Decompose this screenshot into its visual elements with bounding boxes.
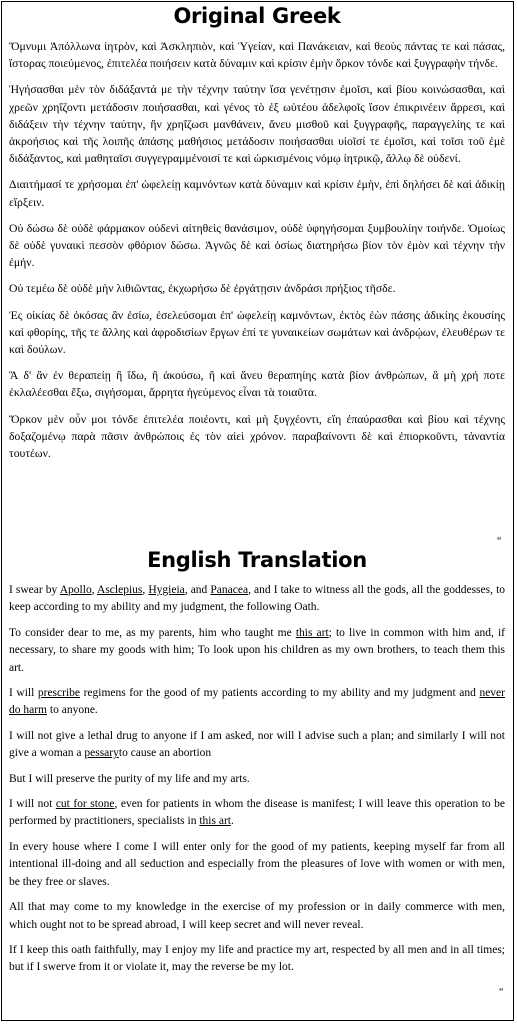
link-apollo[interactable]: Apollo [59,584,92,596]
link-pessary[interactable]: pessary [84,747,119,760]
link-panacea[interactable]: Panacea [210,584,249,596]
link-never-do-harm[interactable]: never do harm [9,687,505,717]
greek-paragraph-1: Ὄμνυμι Ἀπόλλωνα ἰητρὸν, καὶ Ἀσκληπιὸν, καὶ Ὑγείαν, καὶ Πανάκειαν, καὶ θεοὺς πάντας τε καὶ πάσας, ἵστορας ποιεύμενος, ἐπιτελέα ποιήσειν κατὰ δύναμιν καὶ κρίσιν ἐμὴν ὅρκον τόνδε καὶ ξυγγραφὴν τήνδε. [9,40,505,71]
english-title: English Translation [147,548,367,572]
greek-title: Original Greek [173,4,341,28]
greek-paragraph-3: Διαιτήμασί τε χρήσομαι ἐπ' ὠφελείῃ καμνόντων κατὰ δύναμιν καὶ κρίσιν ἐμὴν, ἐπὶ δηλήσει δὲ καὶ ἀδικίῃ εἴρξειν. [9,178,505,209]
page-end-mark: “ [499,987,504,998]
english-paragraph-5: But I will preserve the purity of my life and my arts. [9,772,250,785]
greek-paragraph-5: Οὐ τεμέω δὲ οὐδὲ μὴν λιθιῶντας, ἐκχωρήσω δὲ ἐργάτῃσιν ἀνδράσι πρήξιος τῆσδε. [9,282,396,296]
english-paragraph-7: In every house where I come I will enter only for the good of my patients, keeping myself far from all intentional ill-doing and all seduction and especially from the pleasures of love with women or with men, be they free or slaves. [9,840,505,888]
section-end-mark: “ [497,536,502,547]
english-paragraph-2 [9,625,505,677]
text-span: , [91,584,98,596]
text-span: ; to live in common with him and, if necessary, to share my goods with him; To look upon his children as my own brothers, to teach them this art. [9,626,505,674]
link-cut-for-stone[interactable]: cut for stone [55,798,115,811]
text-span: regimens for the good of my patients according to my ability and my judgment and [80,687,480,700]
greek-paragraph-2: Ἡγήσασθαι μὲν τὸν διδάξαντά με τὴν τέχνην ταύτην ἴσα γενέτῃσιν ἐμοῖσι, καὶ βίου κοινώσασθαι, καὶ χρεῶν χρηΐζοντι μετάδοσιν ποιήσασθαι, καὶ γένος τὸ ἐξ ωὐτέου ἀδελφοῖς ἴσον ἐπικρινέειν ἄρρεσι, καὶ διδάξειν τὴν τέχνην ταύτην, ἢν χρηΐζωσι μανθάνειν, ἄνευ μισθοῦ καὶ ξυγγραφῆς, παραγγελίης τε καὶ ἀκροήσιος καὶ τῆς λοιπῆς ἁπάσης μαθήσιος μετάδοσιν ποιήσασθαι υἱοῖσί τε ἐμοῖσι, καὶ τοῖσι τοῦ ἐμὲ διδάξαντος, καὶ μαθηταῖσι συγγεγραμμένοισί τε καὶ ὡρκισμένοις νόμῳ ἰητρικῷ, ἄλλῳ δὲ οὐδενί. [9,83,505,166]
text-span: . [230,815,234,828]
link-hygieia[interactable]: Hygieia [148,584,185,596]
english-paragraph-1 [9,582,505,617]
text-span: , and [184,584,211,596]
greek-paragraph-8: Ὅρκον μὲν οὖν μοι τόνδε ἐπιτελέα ποιέοντι, καὶ μὴ ξυγχέοντι, εἴη ἐπαύρασθαι καὶ βίου καὶ τέχνης δοξαζομένῳ παρὰ πᾶσιν ἀνθρώποις ἐς τὸν αἰεὶ χρόνον. παραβαίνοντι δὲ καὶ ἐπιορκοῦντι, τἀναντία τουτέων. [9,412,505,461]
greek-paragraph-4: Οὐ δώσω δὲ οὐδὲ φάρμακον οὐδενὶ αἰτηθεὶς θανάσιμον, οὐδὲ ὑφηγήσομαι ξυμβουλίην τοιήνδε. Ὁμοίως δὲ οὐδὲ γυναικὶ πεσσὸν φθόριον δώσω. Ἁγνῶς δὲ καὶ ὁσίως διατηρήσω βίον τὸν ἐμὸν καὶ τέχνην τὴν ἐμήν. [9,221,505,270]
link-asclepius[interactable]: Asclepius [97,584,143,596]
text-span: , even for patients in whom the disease is manifest; I will leave this operation to be performed by practitioners, specialists in [9,798,505,828]
text-span: to anyone. [47,704,98,717]
english-paragraph-6 [9,796,505,831]
english-paragraph-9: If I keep this oath faithfully, may I enjoy my life and practice my art, respected by all men and in all times; but if I swerve from it or violate it, may the reverse be my lot. [9,943,505,974]
greek-paragraph-7: Ἃ δ' ἂν ἐν θεραπείῃ ἢ ἴδω, ἢ ἀκούσω, ἢ καὶ ἄνευ θεραπηίης κατὰ βίον ἀνθρώπων, ἃ μὴ χρή ποτε ἐκλαλέεσθαι ἔξω, σιγήσομαι, ἄρρητα ἡγεύμενος εἶναι τὰ τοιαῦτα. [9,369,505,400]
link-this-art[interactable]: this art [295,626,329,639]
text-span: To consider dear to me, as my parents, him who taught me [9,626,296,639]
text-span: I will not give a lethal drug to anyone if I am asked, nor will I advise such a plan; and similarly I will not give a woman a [9,729,505,760]
text-span: , and I take to witness all the gods, all the goddesses, to keep according to my ability and my judgment, the following Oath. [9,584,506,614]
text-span: I will [9,687,38,700]
text-span: I will not [9,798,56,811]
greek-paragraph-6: Ἐς οἰκίας δὲ ὁκόσας ἂν ἐσίω, ἐσελεύσομαι ἐπ' ὠφελείῃ καμνόντων, ἐκτὸς ἐὼν πάσης ἀδικίης ἑκουσίης καὶ φθορίης, τῆς τε ἄλλης καὶ ἀφροδισίων ἔργων ἐπί τε γυναικείων σωμάτων καὶ ἀνδρῴων, ἐλευθέρων τε καὶ δούλων. [9,308,505,357]
text-span: , [142,584,149,596]
text-span: I swear by [9,584,60,596]
text-span: to cause an abortion [118,747,212,760]
link-this-art-2[interactable]: this art [199,815,231,828]
greek-section [9,4,505,471]
english-paragraph-8: All that may come to my knowledge in the exercise of my profession or in daily commerce with men, which ought not to be spread abroad, I will keep secret and will never reveal. [9,901,505,931]
english-paragraph-3 [9,685,505,720]
link-prescribe[interactable]: prescribe [37,687,81,700]
english-paragraph-4 [9,728,505,763]
english-section [9,548,505,985]
